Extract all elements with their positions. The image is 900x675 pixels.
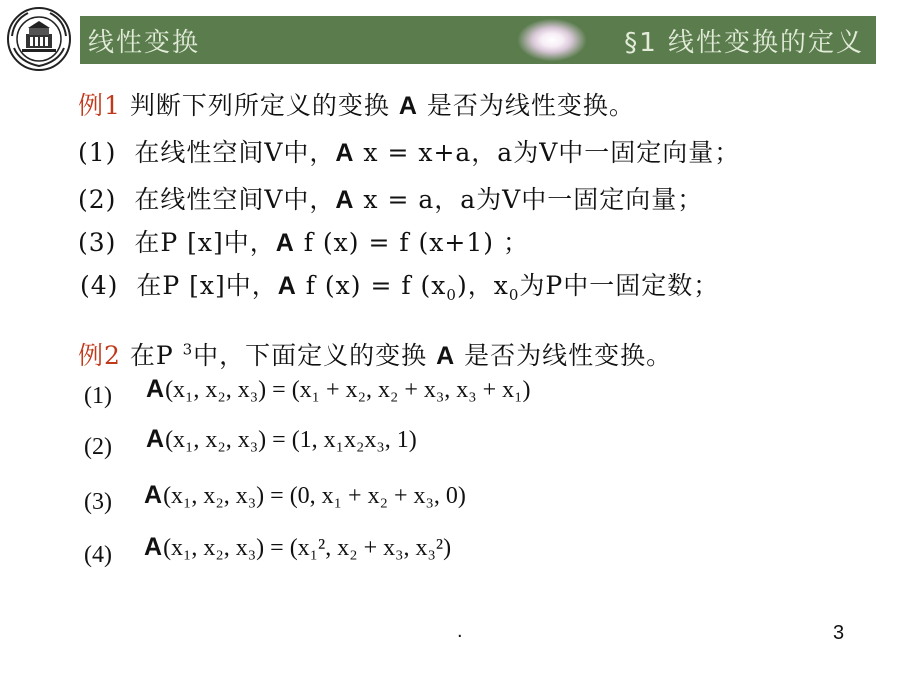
superscript: 3: [182, 340, 194, 359]
item-formula: x = x+a，a为V中一固定向量；: [354, 138, 741, 167]
formula-lhs: (x₁, x₂, x₃): [163, 535, 265, 561]
subscript: 0: [508, 286, 520, 304]
example1-text-b: 是否为线性变换。: [417, 91, 635, 120]
formula-lhs: (x₁, x₂, x₃): [163, 483, 265, 509]
formula-lhs: (x₁, x₂, x₃): [165, 427, 267, 453]
formula-number: (3): [84, 489, 112, 515]
operator-A: A: [335, 139, 355, 167]
title-banner: [80, 16, 876, 64]
item-text: 在P [x]中，: [134, 228, 276, 257]
item-formula: )，x: [456, 271, 509, 300]
operator-A: A: [277, 272, 297, 300]
example2-statement: [78, 336, 672, 372]
formula-number: (4): [84, 542, 112, 568]
formula-number: (1): [84, 383, 112, 409]
example1-statement: [78, 86, 635, 122]
item-text: 在线性空间V中，: [134, 185, 336, 214]
formula-rhs: = (x₁ + x₂, x₂ + x₃, x₃ + x₁): [266, 377, 531, 403]
subscript: 0: [446, 286, 457, 304]
operator-A: A: [144, 481, 164, 509]
operator-A: A: [335, 186, 355, 214]
formula-1: [146, 374, 530, 404]
example1-item-3: [78, 223, 529, 259]
example1-label: 例1: [78, 91, 121, 120]
item-text: 在P [x]中，: [136, 271, 278, 300]
example2-label: 例2: [78, 341, 121, 370]
formula-lhs: (x₁, x₂, x₃): [165, 377, 267, 403]
formula-rhs: = (x₁², x₂ + x₃, x₃²): [264, 535, 452, 561]
example2-text-c: 是否为线性变换。: [455, 341, 673, 370]
formula-3: [144, 480, 466, 510]
example2-text-a: 在P: [120, 341, 183, 370]
university-seal-icon: [4, 6, 74, 72]
operator-A: A: [144, 533, 164, 561]
item-number: (4): [80, 271, 119, 300]
item-number: (1): [78, 138, 117, 167]
banner-glow: [518, 19, 586, 61]
operator-A: A: [146, 375, 166, 403]
item-number: (3): [78, 228, 117, 257]
operator-A: A: [436, 342, 456, 370]
footer-dot: .: [457, 620, 463, 642]
operator-A: A: [275, 229, 295, 257]
item-formula: f (x) = f (x+1) ；: [294, 228, 529, 257]
operator-A: A: [146, 425, 166, 453]
chapter-title: 线性变换: [88, 28, 201, 58]
section-title: §1 线性变换的定义: [624, 28, 864, 58]
formula-2: [146, 424, 417, 454]
item-formula: f (x) = f (x: [296, 271, 447, 300]
page-number: 3: [833, 622, 845, 644]
operator-A: A: [398, 92, 418, 120]
example2-text-b: 中，下面定义的变换: [193, 341, 437, 370]
example1-item-2: [78, 180, 703, 216]
example1-text-a: 判断下列所定义的变换: [120, 91, 399, 120]
item-formula: 为P中一固定数；: [519, 271, 720, 300]
formula-rhs: = (0, x₁ + x₂ + x₃, 0): [264, 483, 466, 509]
item-formula: x = a，a为V中一固定向量；: [354, 185, 704, 214]
formula-4: [144, 532, 451, 562]
formula-number: (2): [84, 434, 112, 460]
example1-item-4: [80, 266, 719, 304]
item-text: 在线性空间V中，: [134, 138, 336, 167]
formula-rhs: = (1, x₁x₂x₃, 1): [266, 427, 417, 453]
example1-item-1: [78, 133, 740, 169]
item-number: (2): [78, 185, 117, 214]
